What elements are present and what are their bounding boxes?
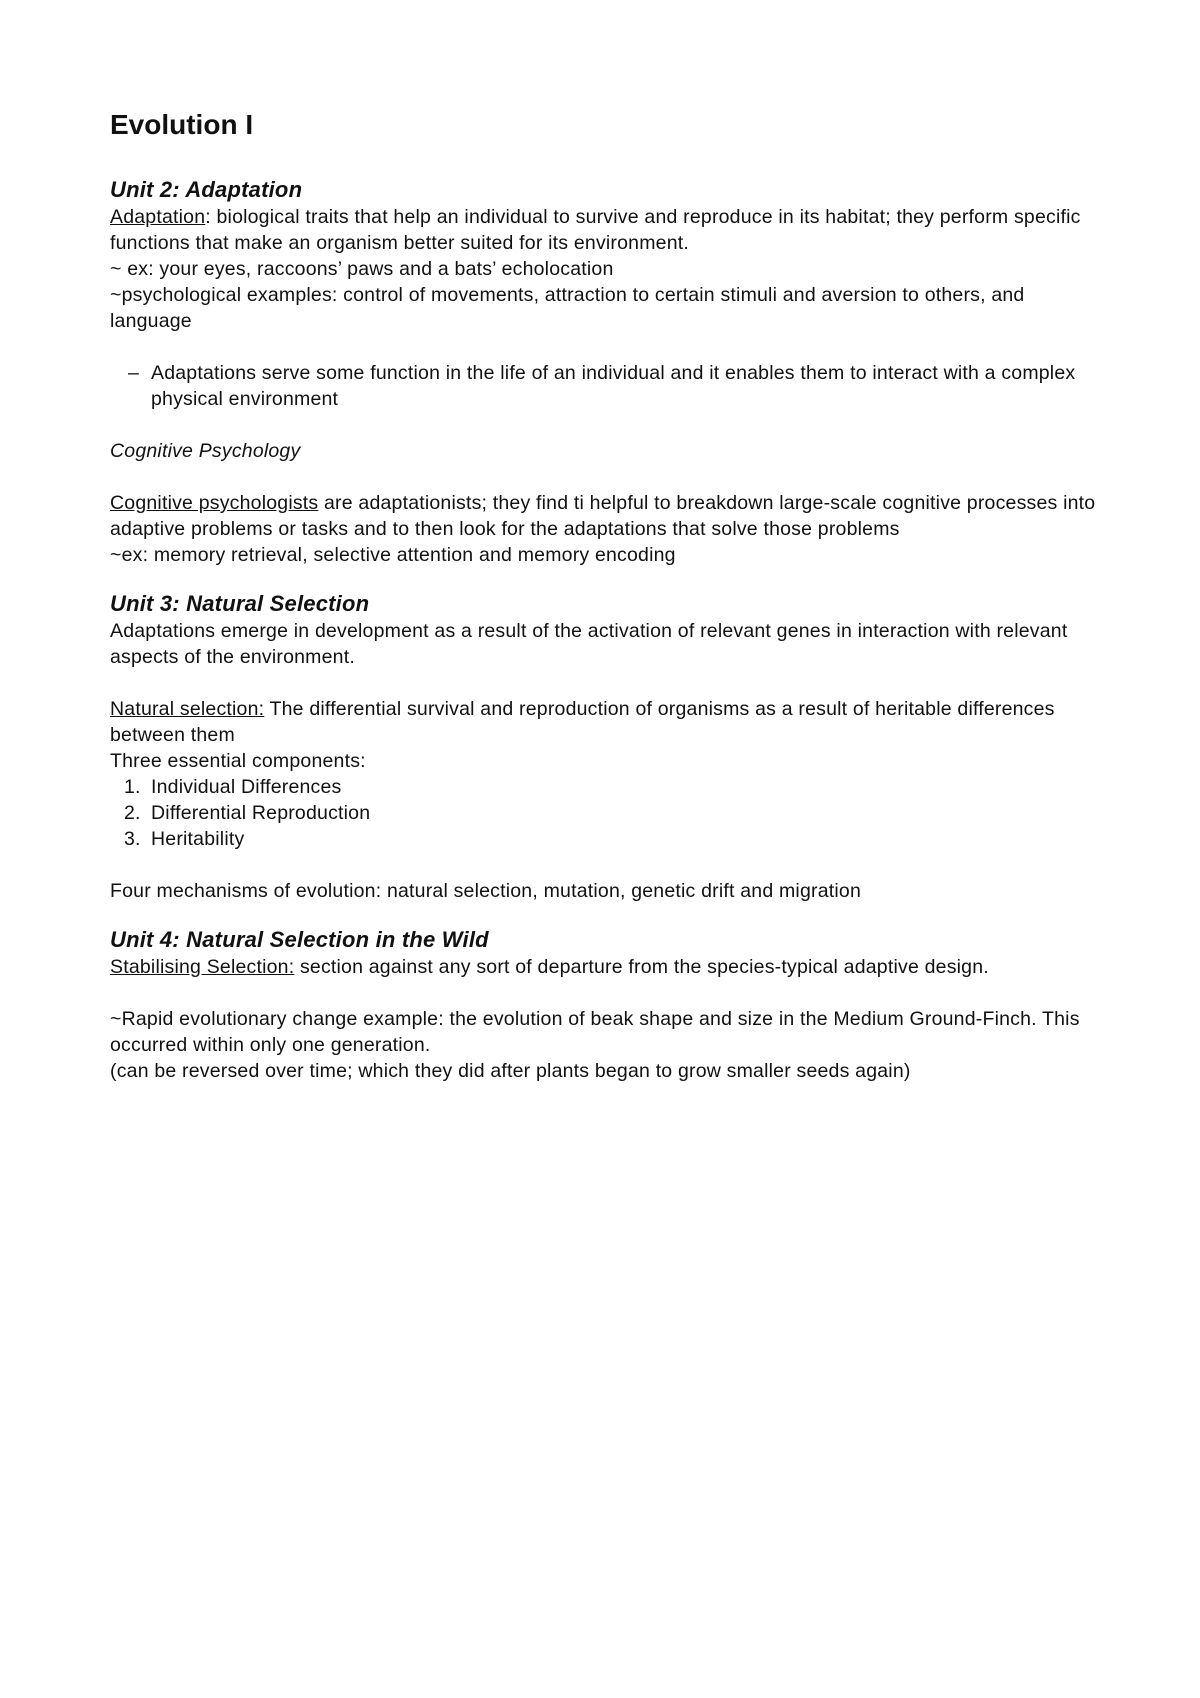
spacer <box>110 904 1110 926</box>
section-unit-3 <box>110 590 1110 904</box>
natural-selection-definition <box>110 696 1110 748</box>
reversal-note: (can be reversed over time; which they did after plants began to grow smaller seeds again) <box>110 1060 911 1082</box>
dash-bullet-icon: – <box>128 362 140 384</box>
adaptation-definition <box>110 204 1110 256</box>
components-list <box>110 774 1110 852</box>
spacer <box>110 464 1110 490</box>
stabilising-selection-text: section against any sort of departure from the species-typical adaptive design. <box>294 956 989 978</box>
list-item-text: Differential Reproduction <box>151 802 371 824</box>
cognitive-psychologists-text: are adaptationists; they find ti helpful to breakdown large-scale cognitive processes into adaptive problems or tasks and to then look for the adaptations that solve those problems <box>110 492 1096 540</box>
spacer <box>110 568 1110 590</box>
list-number: 2. <box>124 802 141 824</box>
adaptation-example: ~ ex: your eyes, raccoons’ paws and a bats’ echolocation <box>110 258 614 280</box>
list-item-text: Heritability <box>151 828 245 850</box>
bullet-text: Adaptations serve some function in the life of an individual and it enables them to interact with a complex physical environment <box>151 362 1076 410</box>
section-unit-4 <box>110 926 1110 1084</box>
cognitive-psychologists-term: Cognitive psychologists <box>110 492 319 514</box>
spacer <box>110 670 1110 696</box>
spacer <box>110 852 1110 878</box>
natural-selection-text: The differential survival and reproduction of organisms as a result of heritable differences between them <box>110 698 1055 746</box>
spacer <box>110 334 1110 360</box>
list-number: 1. <box>124 776 141 798</box>
adaptation-term: Adaptation <box>110 206 206 228</box>
components-label: Three essential components: <box>110 750 366 772</box>
adaptation-bullet-list <box>110 360 1110 412</box>
list-item-text: Individual Differences <box>151 776 342 798</box>
unit-3-heading: Unit 3: Natural Selection <box>110 591 370 616</box>
adaptation-definition-text: : biological traits that help an individual to survive and reproduce in its habitat; they perform specific functions that make an organism better suited for its environment. <box>110 206 1081 254</box>
section-unit-2 <box>110 176 1110 568</box>
cognitive-psychologists-definition <box>110 490 1110 542</box>
unit-4-heading: Unit 4: Natural Selection in the Wild <box>110 927 489 952</box>
document-title: Evolution I <box>110 109 254 140</box>
psychological-examples: ~psychological examples: control of movements, attraction to certain stimuli and aversion to others, and language <box>110 284 1025 332</box>
document-page <box>110 108 1110 1084</box>
spacer <box>110 980 1110 1006</box>
list-number: 3. <box>124 828 141 850</box>
cognitive-example: ~ex: memory retrieval, selective attention and memory encoding <box>110 544 676 566</box>
stabilising-selection-term: Stabilising Selection: <box>110 956 295 978</box>
unit-2-heading: Unit 2: Adaptation <box>110 177 303 202</box>
natural-selection-term: Natural selection: <box>110 698 265 720</box>
rapid-change-example: ~Rapid evolutionary change example: the evolution of beak shape and size in the Medium Ground-Finch. This occurred within only one generation. <box>110 1008 1080 1056</box>
list-item <box>124 774 1110 800</box>
unit-3-intro: Adaptations emerge in development as a result of the activation of relevant genes in interaction with relevant aspects of the environment. <box>110 620 1068 668</box>
list-item <box>124 826 1110 852</box>
stabilising-selection-definition <box>110 954 1110 980</box>
spacer <box>110 412 1110 438</box>
cognitive-psychology-subheading: Cognitive Psychology <box>110 440 301 462</box>
list-item <box>124 800 1110 826</box>
list-item <box>128 360 1110 412</box>
mechanisms-of-evolution: Four mechanisms of evolution: natural selection, mutation, genetic drift and migration <box>110 880 861 902</box>
